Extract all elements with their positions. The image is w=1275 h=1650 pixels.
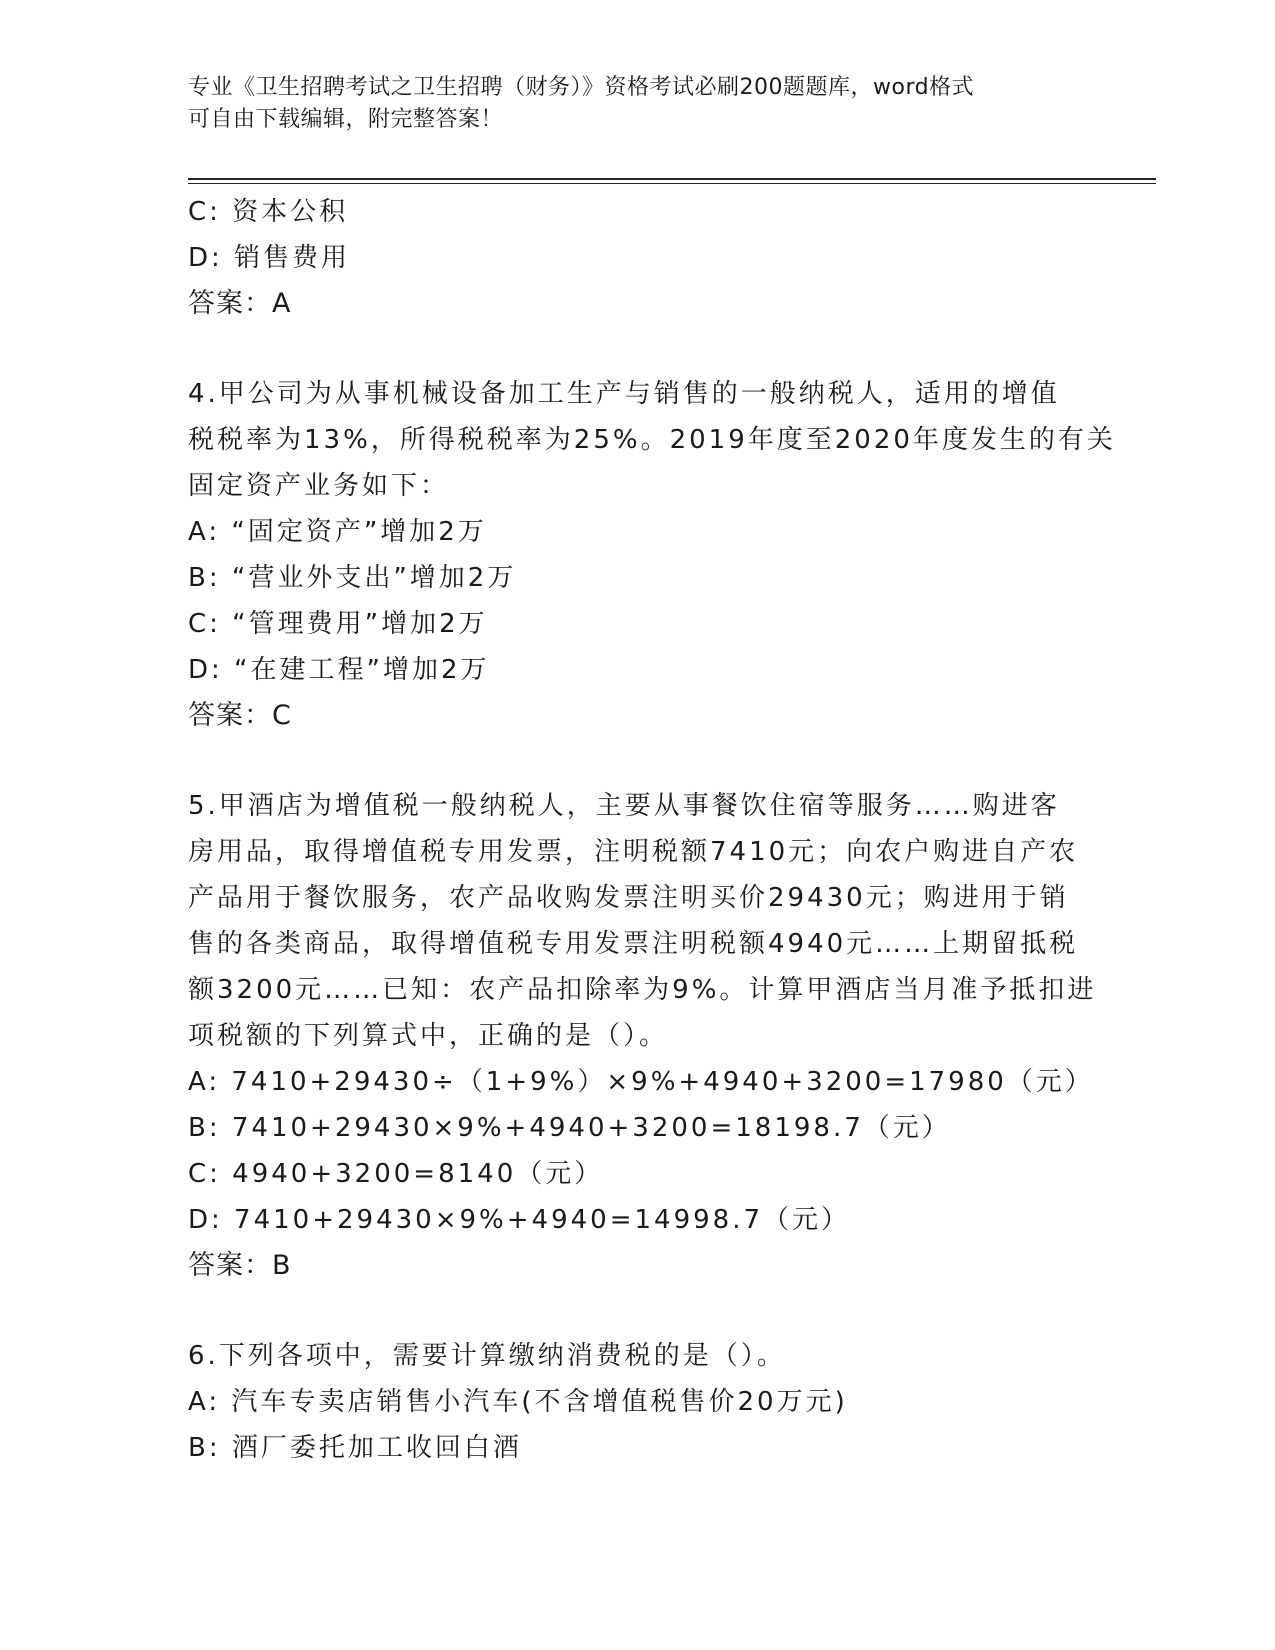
question-4-stem-line-3: 固定资产业务如下： bbox=[188, 471, 450, 501]
question-4-option-b: B: “营业外支出”增加2万 bbox=[188, 563, 517, 593]
question-4-stem-line-2: 税税率为13%，所得税税率为25%。2019年度至2020年度发生的有关 bbox=[188, 425, 1116, 455]
header-divider-thin bbox=[188, 183, 1156, 184]
question-6 bbox=[188, 1333, 1088, 1471]
spacer bbox=[188, 739, 1088, 783]
question-5-option-a: A: 7410+29430÷（1+9%）×9%+4940+3200=17980（元） bbox=[188, 1067, 1094, 1097]
question-6-option-a: A: 汽车专卖店销售小汽车(不含增值税售价20万元) bbox=[188, 1387, 848, 1417]
document-body bbox=[188, 189, 1116, 1471]
question-5-stem-line-3: 产品用于餐饮服务，农产品收购发票注明买价29430元；购进用于销 bbox=[188, 883, 1069, 913]
question-5-answer: 答案：B bbox=[188, 1250, 292, 1281]
question-5-stem-line-1: 5.甲酒店为增值税一般纳税人，主要从事餐饮住宿等服务……购进客 bbox=[188, 791, 1060, 821]
header-title-line-1: 专业《卫生招聘考试之卫生招聘（财务）》资格考试必刷200题题库，word格式 bbox=[188, 75, 975, 100]
question-5-option-d: D: 7410+29430×9%+4940=14998.7（元） bbox=[188, 1205, 850, 1235]
spacer bbox=[188, 327, 1088, 371]
question-4 bbox=[188, 371, 1116, 739]
header-divider-thick bbox=[188, 178, 1156, 180]
question-5-stem-line-5: 额3200元……已知：农产品扣除率为9%。计算甲酒店当月准予抵扣进 bbox=[188, 975, 1097, 1005]
question-3-answer: 答案：A bbox=[188, 288, 292, 319]
question-5 bbox=[188, 783, 1097, 1289]
header-title-line-2: 可自由下载编辑，附完整答案！ bbox=[188, 107, 504, 132]
question-5-option-b: B: 7410+29430×9%+4940+3200=18198.7（元） bbox=[188, 1113, 951, 1143]
question-5-stem-line-4: 售的各类商品，取得增值税专用发票注明税额4940元……上期留抵税 bbox=[188, 929, 1079, 959]
question-3-tail bbox=[188, 189, 1088, 327]
question-4-option-c: C: “管理费用”增加2万 bbox=[188, 609, 488, 639]
question-4-answer: 答案：C bbox=[188, 700, 292, 731]
question-5-stem-line-6: 项税额的下列算式中，正确的是（）。 bbox=[188, 1021, 669, 1051]
question-4-stem-line-1: 4.甲公司为从事机械设备加工生产与销售的一般纳税人，适用的增值 bbox=[188, 379, 1060, 409]
page-header bbox=[188, 72, 1068, 136]
question-5-stem-line-2: 房用品，取得增值税专用发票，注明税额7410元；向农户购进自产农 bbox=[188, 837, 1079, 867]
question-4-option-a: A: “固定资产”增加2万 bbox=[188, 517, 487, 547]
question-5-option-c: C: 4940+3200=8140（元） bbox=[188, 1159, 604, 1189]
question-6-option-b: B: 酒厂委托加工收回白酒 bbox=[188, 1433, 522, 1463]
question-4-option-d: D: “在建工程”增加2万 bbox=[188, 655, 490, 685]
question-3-option-d: D: 销售费用 bbox=[188, 243, 351, 273]
spacer bbox=[188, 1289, 1088, 1333]
question-3-option-c: C: 资本公积 bbox=[188, 197, 349, 227]
question-6-stem-line-1: 6.下列各项中，需要计算缴纳消费税的是（）。 bbox=[188, 1341, 786, 1371]
